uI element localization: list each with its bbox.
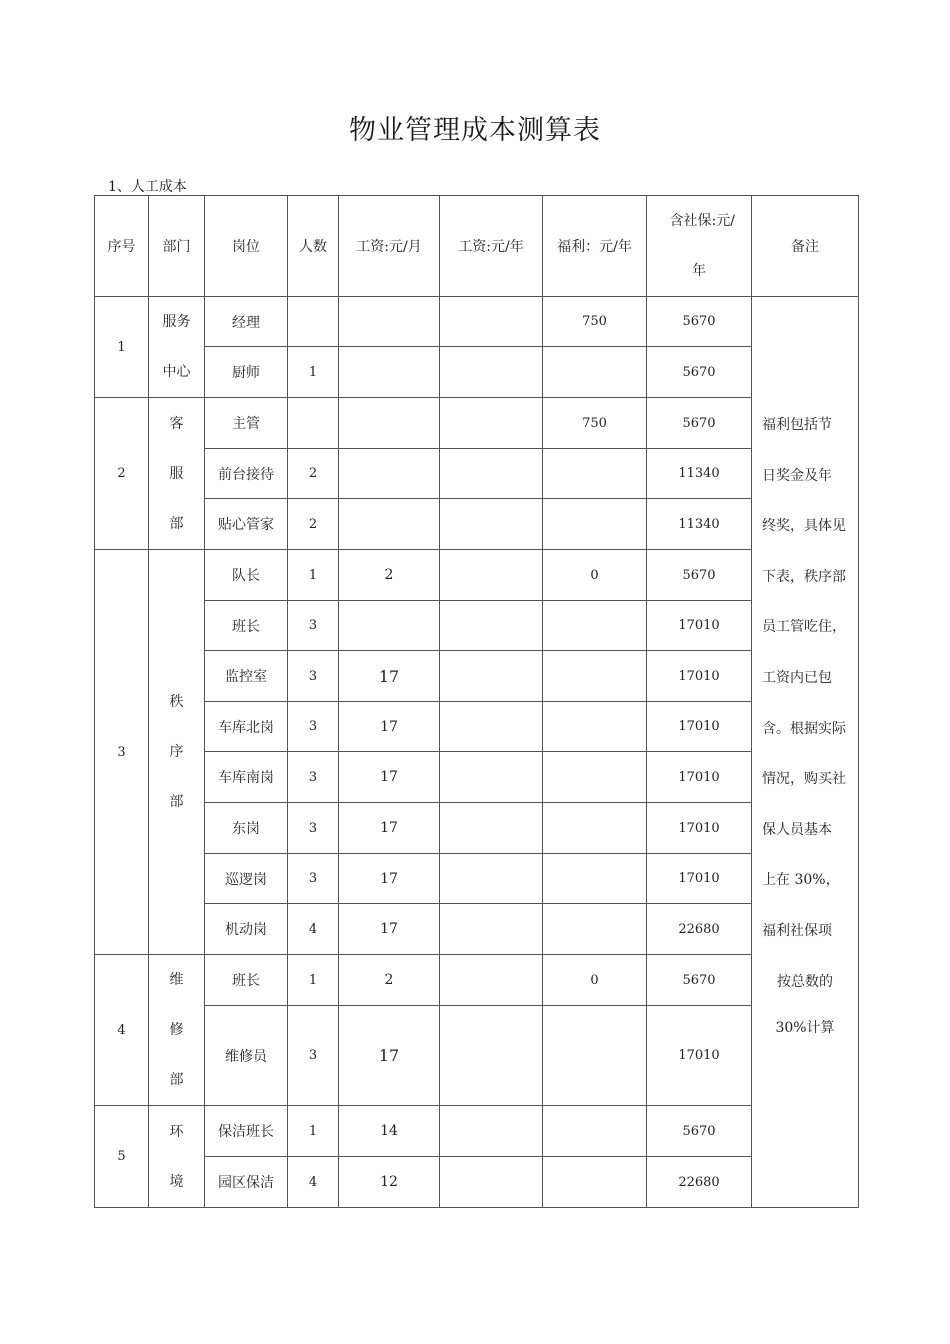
header-wage-year: 工资:元/年 — [440, 196, 543, 297]
cell-wage-year — [440, 499, 543, 550]
cell-count: 1 — [288, 550, 339, 601]
table-row — [95, 752, 859, 803]
header-social — [647, 196, 752, 297]
cell-social: 11340 — [647, 499, 752, 550]
cell-count: 3 — [288, 752, 339, 803]
group-dept — [149, 398, 205, 550]
cell-count: 3 — [288, 702, 339, 752]
remark-line: 员工管吃住， — [762, 619, 846, 636]
cell-post: 班长 — [205, 601, 288, 651]
cell-wage-month — [339, 398, 440, 449]
group-no: 2 — [95, 398, 149, 550]
cell-post: 东岗 — [205, 803, 288, 854]
cell-wage-year — [440, 449, 543, 499]
cell-social: 5670 — [647, 550, 752, 601]
cell-welfare — [543, 347, 647, 398]
table-row — [95, 499, 859, 550]
cell-social: 17010 — [647, 803, 752, 854]
group-dept — [149, 955, 205, 1106]
cost-table — [94, 195, 859, 1208]
cell-welfare: 0 — [543, 955, 647, 1006]
cell-social: 17010 — [647, 752, 752, 803]
group-no: 5 — [95, 1106, 149, 1208]
cell-wage-year — [440, 854, 543, 904]
table-row — [95, 1106, 859, 1157]
cell-social: 11340 — [647, 449, 752, 499]
remark-line: 福利包括节 — [762, 417, 832, 433]
cell-social: 17010 — [647, 651, 752, 702]
cell-wage-month — [339, 449, 440, 499]
cell-wage-month: 17 — [339, 1006, 440, 1106]
cell-wage-year — [440, 651, 543, 702]
cell-wage-year — [440, 1106, 543, 1157]
remark-line: 情况，购买社 — [762, 771, 846, 788]
header-no: 序号 — [95, 196, 149, 297]
cell-wage-year — [440, 1157, 543, 1208]
cell-welfare — [543, 752, 647, 803]
cell-wage-month: 14 — [339, 1106, 440, 1157]
remark-line: 30%计算 — [775, 1020, 835, 1037]
header-social-line1: 含社保:元/ — [669, 213, 735, 229]
cell-post: 园区保洁 — [205, 1157, 288, 1208]
cell-wage-year — [440, 398, 543, 449]
cell-welfare — [543, 1157, 647, 1208]
table-row — [95, 955, 859, 1006]
cell-welfare — [543, 854, 647, 904]
group-dept — [149, 1106, 205, 1208]
remark-line: 保人员基本 — [762, 821, 832, 838]
cell-social: 22680 — [647, 1157, 752, 1208]
cell-social: 17010 — [647, 1006, 752, 1106]
cell-count — [288, 297, 339, 347]
dept-char: 秩 — [169, 694, 184, 710]
table-row — [95, 550, 859, 601]
cell-wage-year — [440, 297, 543, 347]
header-row — [95, 196, 859, 297]
table-row — [95, 601, 859, 651]
cell-post: 贴心管家 — [205, 499, 288, 550]
table-row — [95, 651, 859, 702]
cell-wage-year — [440, 752, 543, 803]
cell-count: 2 — [288, 499, 339, 550]
cell-wage-month: 17 — [339, 651, 440, 702]
group-no: 3 — [95, 550, 149, 955]
page-title: 物业管理成本测算表 — [349, 115, 601, 146]
header-dept: 部门 — [149, 196, 205, 297]
group-no: 4 — [95, 955, 149, 1106]
table-row — [95, 449, 859, 499]
dept-char: 修 — [169, 1022, 184, 1038]
cell-wage-month: 2 — [339, 955, 440, 1006]
cell-post: 经理 — [205, 297, 288, 347]
header-social-line2: 年 — [692, 263, 706, 279]
cell-wage-month — [339, 601, 440, 651]
header-remark: 备注 — [752, 196, 859, 297]
dept-char: 部 — [169, 515, 184, 532]
cell-welfare — [543, 1106, 647, 1157]
cell-wage-month: 17 — [339, 803, 440, 854]
cell-wage-year — [440, 955, 543, 1006]
cell-social: 17010 — [647, 601, 752, 651]
cell-wage-year — [440, 1006, 543, 1106]
cell-count: 3 — [288, 651, 339, 702]
cell-post: 前台接待 — [205, 449, 288, 499]
cell-count: 3 — [288, 601, 339, 651]
cell-social: 5670 — [647, 297, 752, 347]
cell-social: 5670 — [647, 955, 752, 1006]
cell-count: 3 — [288, 1006, 339, 1106]
cell-count: 2 — [288, 449, 339, 499]
table-row — [95, 297, 859, 347]
cell-wage-year — [440, 904, 543, 955]
cell-post: 班长 — [205, 955, 288, 1006]
cell-count: 1 — [288, 347, 339, 398]
remark-line: 终奖，具体见 — [762, 518, 846, 535]
dept-char: 服 — [169, 465, 184, 482]
remark-line: 按总数的 — [777, 973, 833, 990]
cell-welfare — [543, 803, 647, 854]
header-welfare: 福利：元/年 — [543, 196, 647, 297]
table-row — [95, 398, 859, 449]
cell-welfare — [543, 1006, 647, 1106]
table-row — [95, 1157, 859, 1208]
table-row — [95, 803, 859, 854]
dept-char: 环 — [169, 1123, 184, 1140]
cell-count: 1 — [288, 1106, 339, 1157]
group-dept — [149, 297, 205, 398]
table-row — [95, 904, 859, 955]
dept-char: 维 — [169, 972, 184, 988]
cell-wage-year — [440, 601, 543, 651]
cell-wage-month: 17 — [339, 854, 440, 904]
remark-line: 工资内已包 — [762, 669, 832, 686]
table-row — [95, 854, 859, 904]
cell-welfare: 0 — [543, 550, 647, 601]
cell-wage-year — [440, 803, 543, 854]
cell-post: 车库北岗 — [205, 702, 288, 752]
cell-count: 3 — [288, 854, 339, 904]
cell-count: 3 — [288, 803, 339, 854]
dept-char: 部 — [169, 794, 184, 810]
cell-wage-month: 2 — [339, 550, 440, 601]
cell-wage-year — [440, 550, 543, 601]
dept-char: 客 — [169, 415, 184, 432]
cell-count — [288, 398, 339, 449]
cell-post: 主管 — [205, 398, 288, 449]
cell-count: 4 — [288, 1157, 339, 1208]
cell-post: 队长 — [205, 550, 288, 601]
cell-post: 车库南岗 — [205, 752, 288, 803]
remark-line: 含。根据实际 — [762, 720, 846, 737]
header-count: 人数 — [288, 196, 339, 297]
dept-char: 序 — [169, 744, 184, 760]
remark-line: 福利社保项 — [762, 922, 832, 939]
remark-line: 日奖金及年 — [762, 467, 832, 484]
remark-line: 下表，秩序部 — [762, 568, 846, 585]
cell-wage-month: 17 — [339, 752, 440, 803]
cell-wage-year — [440, 347, 543, 398]
section-heading: 1、人工成本 — [108, 179, 187, 195]
remark-line: 上在 30%， — [762, 872, 840, 889]
remark-cell — [752, 297, 859, 1208]
dept-char: 中心 — [162, 364, 191, 380]
cell-social: 5670 — [647, 347, 752, 398]
header-post: 岗位 — [205, 196, 288, 297]
group-dept — [149, 550, 205, 955]
cell-welfare — [543, 651, 647, 702]
cell-social: 17010 — [647, 702, 752, 752]
cell-count: 4 — [288, 904, 339, 955]
cell-post: 保洁班长 — [205, 1106, 288, 1157]
cell-welfare — [543, 702, 647, 752]
table-row — [95, 347, 859, 398]
table-row — [95, 1006, 859, 1106]
cell-post: 监控室 — [205, 651, 288, 702]
cell-social: 5670 — [647, 398, 752, 449]
cell-social: 17010 — [647, 854, 752, 904]
cell-welfare: 750 — [543, 297, 647, 347]
cell-count: 1 — [288, 955, 339, 1006]
cell-wage-month — [339, 499, 440, 550]
cell-post: 巡逻岗 — [205, 854, 288, 904]
cell-welfare — [543, 601, 647, 651]
cell-wage-month — [339, 347, 440, 398]
cell-welfare: 750 — [543, 398, 647, 449]
cell-social: 22680 — [647, 904, 752, 955]
cell-post: 厨师 — [205, 347, 288, 398]
cell-welfare — [543, 904, 647, 955]
cell-wage-month: 12 — [339, 1157, 440, 1208]
dept-char: 境 — [169, 1173, 184, 1190]
cell-post: 机动岗 — [205, 904, 288, 955]
group-no: 1 — [95, 297, 149, 398]
table-row — [95, 702, 859, 752]
dept-char: 部 — [169, 1072, 184, 1088]
cell-welfare — [543, 449, 647, 499]
cell-post: 维修员 — [205, 1006, 288, 1106]
cell-wage-month: 17 — [339, 904, 440, 955]
dept-char: 服务 — [162, 314, 191, 330]
cell-wage-month: 17 — [339, 702, 440, 752]
header-wage-month: 工资:元/月 — [339, 196, 440, 297]
cell-social: 5670 — [647, 1106, 752, 1157]
cell-wage-month — [339, 297, 440, 347]
cell-wage-year — [440, 702, 543, 752]
cell-welfare — [543, 499, 647, 550]
